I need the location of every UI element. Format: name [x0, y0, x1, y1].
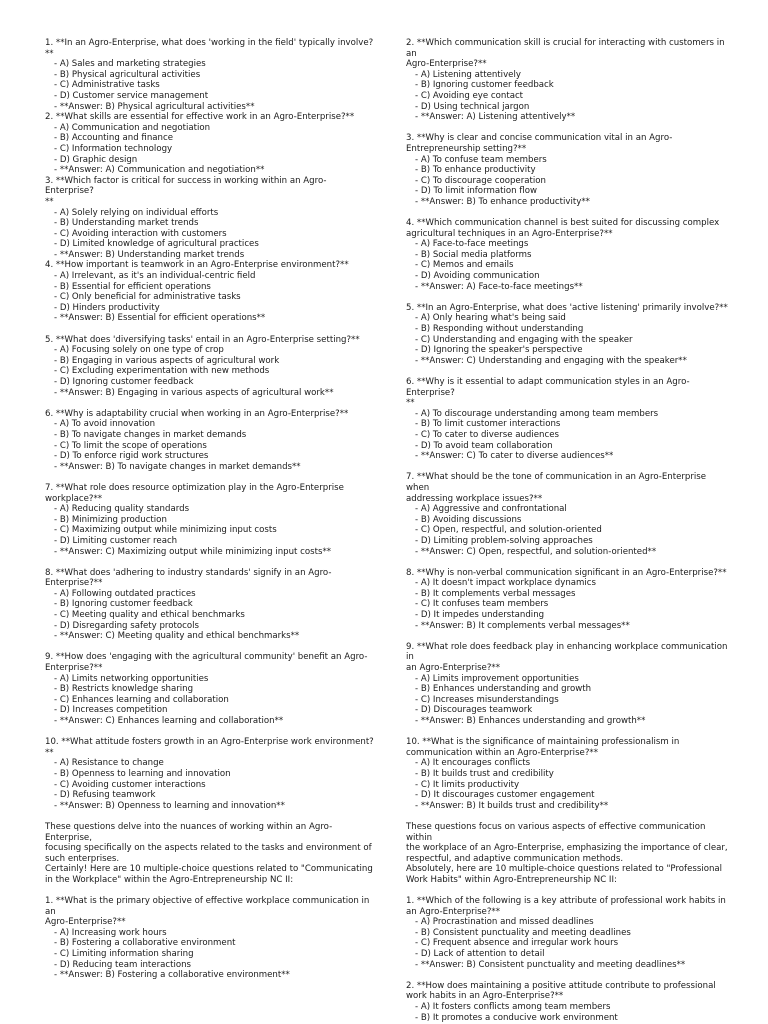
option-line: - B) Ignoring customer feedback: [415, 80, 554, 91]
question-block: [45, 38, 375, 112]
option-line: - C) It confuses team members: [415, 599, 549, 610]
question-block: [406, 981, 731, 1023]
answer-line: - **Answer: C) Meeting quality and ethical benchmarks**: [54, 631, 300, 642]
question-text: 6. **Why is adaptability crucial when working in an Agro-Enterprise?**: [45, 408, 349, 419]
block-spacer: [406, 557, 731, 568]
option-line: - B) Essential for efficient operations: [54, 281, 211, 292]
question-block: [45, 409, 375, 473]
question-text: 3. **Why is clear and concise communication vital in an Agro- Entrepreneurship setting?**: [406, 133, 673, 154]
question-text: 9. **How does 'engaging with the agricultural community' benefit an Agro- Enterprise?**: [45, 652, 368, 674]
answer-line: - **Answer: C) Maximizing output while minimizing input costs**: [54, 546, 332, 557]
question-block: [45, 335, 375, 399]
option-line: - D) Ignoring the speaker's perspective: [415, 345, 583, 356]
question-block: [406, 737, 731, 811]
question-text: 3. **Which factor is critical for success in working within an Agro-Enterprise? **: [45, 175, 327, 207]
option-line: - B) Physical agricultural activities: [54, 69, 201, 80]
question-block: [406, 642, 731, 727]
option-line: - B) Engaging in various aspects of agricultural work: [54, 355, 280, 366]
option-line: - A) Communication and negotiation: [54, 122, 211, 133]
option-line: - A) Only hearing what's being said: [415, 313, 566, 324]
answer-line: - **Answer: B) Fostering a collaborative environment**: [54, 970, 290, 981]
option-line: - B) Consistent punctuality and meeting deadlines: [415, 927, 631, 938]
answer-line: - **Answer: C) To cater to diverse audiences**: [415, 451, 614, 462]
option-line: - C) To limit the scope of operations: [54, 440, 207, 451]
option-line: - B) Avoiding discussions: [415, 514, 522, 525]
question-text: 4. **Which communication channel is best suited for discussing complex agricultural techniques in an Agro-Enterprise?**: [406, 218, 720, 239]
question-text: 6. **Why is it essential to adapt communication styles in an Agro-Enterprise? **: [406, 377, 690, 409]
option-line: - D) To enforce rigid work structures: [54, 451, 209, 462]
question-block: [406, 218, 731, 292]
question-block: [45, 112, 375, 176]
option-line: - B) It builds trust and credibility: [415, 768, 554, 779]
option-line: - D) Limiting customer reach: [54, 535, 178, 546]
option-line: - D) Hinders productivity: [54, 302, 160, 313]
answer-line: - **Answer: C) Understanding and engaging with the speaker**: [415, 355, 687, 366]
option-line: - B) Responding without understanding: [415, 324, 584, 335]
option-line: - C) It limits productivity: [415, 779, 520, 790]
answer-line: - **Answer: C) Enhances learning and collaboration**: [54, 716, 284, 726]
question-text: 4. **How important is teamwork in an Agro-Enterprise environment?**: [45, 260, 349, 271]
option-line: - C) Avoiding eye contact: [415, 90, 524, 101]
option-line: - A) It fosters conflicts among team members: [415, 1002, 611, 1013]
question-text: 9. **What role does feedback play in enhancing workplace communication in an Agro-Enterprise?**: [406, 641, 728, 674]
option-line: - D) Disregarding safety protocols: [54, 620, 200, 631]
option-line: - C) Excluding experimentation with new methods: [54, 366, 270, 377]
option-line: - C) Maximizing output while minimizing input costs: [54, 525, 277, 536]
question-block: [406, 472, 731, 557]
option-line: - A) Limits improvement opportunities: [415, 673, 579, 684]
option-line: - D) It discourages customer engagement: [415, 790, 595, 801]
question-block: [406, 568, 731, 632]
question-block: [406, 133, 731, 207]
option-line: - C) Increases misunderstandings: [415, 694, 559, 705]
question-text: 2. **Which communication skill is crucial for interacting with customers in an Agro-Enterprise?**: [406, 38, 725, 70]
option-line: - C) To discourage cooperation: [415, 175, 546, 186]
option-line: - A) Following outdated practices: [54, 588, 196, 599]
option-line: - D) To limit information flow: [415, 186, 537, 197]
answer-line: - **Answer: B) Engaging in various aspects of agricultural work**: [54, 387, 334, 398]
question-block: [45, 652, 375, 726]
option-line: - A) Aggressive and confrontational: [415, 504, 567, 515]
answer-line: - **Answer: B) Understanding market trends: [54, 249, 245, 260]
option-line: - B) Restricts knowledge sharing: [54, 684, 194, 695]
block-spacer: [45, 642, 375, 653]
option-line: - C) Administrative tasks: [54, 80, 160, 91]
option-line: - A) Resistance to change: [54, 758, 164, 769]
answer-line: - **Answer: B) It builds trust and credibility**: [415, 800, 609, 811]
answer-line: - **Answer: C) Open, respectful, and solution-oriented**: [415, 546, 657, 557]
option-line: - B) It complements verbal messages: [415, 588, 576, 599]
question-block: [45, 568, 375, 642]
option-line: - D) Customer service management: [54, 90, 209, 101]
answer-line: - **Answer: B) It complements verbal messages**: [415, 620, 630, 631]
option-line: - B) Social media platforms: [415, 249, 532, 260]
block-spacer: [406, 462, 731, 473]
block-spacer: [406, 208, 731, 219]
block-spacer: [45, 472, 375, 483]
option-line: - B) Enhances understanding and growth: [415, 684, 592, 695]
option-line: - C) Avoiding interaction with customers: [54, 228, 227, 239]
option-line: - C) To cater to diverse audiences: [415, 429, 559, 440]
option-line: - C) Frequent absence and irregular work hours: [415, 938, 619, 949]
question-text: 1. **Which of the following is a key attribute of professional work habits in an Agro-Enterprise?**: [406, 896, 726, 917]
option-line: - B) To limit customer interactions: [415, 419, 561, 430]
block-spacer: [406, 292, 731, 303]
answer-line: - **Answer: B) Enhances understanding and growth**: [415, 716, 646, 726]
block-spacer: [45, 886, 375, 897]
option-line: - A) To confuse team members: [415, 154, 547, 165]
answer-line: - **Answer: B) Essential for efficient operations**: [54, 313, 266, 324]
block-spacer: [406, 123, 731, 134]
option-line: - A) Reducing quality standards: [54, 504, 190, 515]
option-line: - C) Enhances learning and collaboration: [54, 694, 229, 705]
question-text: 7. **What should be the tone of communication in an Agro-Enterprise when addressing workplace issues?**: [406, 472, 707, 504]
question-text: 5. **What does 'diversifying tasks' entail in an Agro-Enterprise setting?**: [45, 334, 360, 345]
option-line: - B) Ignoring customer feedback: [54, 599, 193, 610]
block-spacer: [406, 366, 731, 377]
question-text: 1. **In an Agro-Enterprise, what does 'working in the field' typically involve? **: [45, 38, 374, 59]
option-line: - D) Using technical jargon: [415, 101, 530, 112]
question-text: 1. **What is the primary objective of effective workplace communication in an Agro-Enterprise?**: [45, 896, 370, 928]
option-line: - A) Sales and marketing strategies: [54, 59, 206, 70]
option-line: - D) Ignoring customer feedback: [54, 377, 194, 387]
option-line: - C) Understanding and engaging with the speaker: [415, 334, 633, 345]
question-block: [45, 896, 375, 981]
option-line: - B) Minimizing production: [54, 514, 167, 525]
block-spacer: [406, 970, 731, 981]
block-spacer: [406, 727, 731, 738]
right-column: [406, 38, 731, 1023]
option-line: - A) Focusing solely on one type of crop: [54, 345, 224, 356]
option-line: - C) Open, respectful, and solution-oriented: [415, 525, 602, 536]
block-spacer: [45, 811, 375, 822]
block-spacer: [45, 727, 375, 738]
option-line: - D) It impedes understanding: [415, 610, 545, 621]
option-line: - C) Only beneficial for administrative tasks: [54, 292, 241, 303]
question-text: 2. **How does maintaining a positive attitude contribute to professional work habits in an Agro-Enterprise?**: [406, 980, 716, 1002]
option-line: - B) Fostering a collaborative environment: [54, 938, 236, 949]
question-text: 5. **In an Agro-Enterprise, what does 'active listening' primarily involve?**: [406, 302, 728, 313]
answer-line: - **Answer: A) Communication and negotiation**: [54, 165, 265, 176]
option-line: - A) It doesn't impact workplace dynamics: [415, 578, 596, 589]
answer-line: - **Answer: B) Consistent punctuality and meeting deadlines**: [415, 959, 686, 970]
question-block: [45, 483, 375, 557]
option-line: - A) To discourage understanding among team members: [415, 408, 659, 419]
option-line: - A) Solely relying on individual efforts: [54, 207, 219, 218]
question-text: 10. **What is the significance of maintaining professionalism in communication within an Agro-Enterprise?**: [406, 737, 680, 758]
option-line: - A) To avoid innovation: [54, 419, 156, 430]
option-line: - B) Understanding market trends: [54, 218, 199, 229]
answer-line: - **Answer: B) To enhance productivity**: [415, 196, 590, 207]
answer-line: - **Answer: A) Face-to-face meetings**: [415, 281, 583, 292]
question-block: [406, 377, 731, 462]
option-line: - C) Meeting quality and ethical benchmarks: [54, 610, 245, 621]
option-line: - C) Information technology: [54, 143, 173, 154]
option-line: - B) It promotes a conducive work environment: [415, 1012, 618, 1023]
option-line: - A) Increasing work hours: [54, 927, 167, 938]
block-spacer: [406, 631, 731, 642]
block-spacer: [406, 886, 731, 897]
intro-paragraph: These questions delve into the nuances of working within an Agro-Enterprise, focusing specifically on the aspects related to the tasks and environment of such enterprises. Certainly! Here are 10 multiple-choice questions related to "Communicating in the Workplace" within the Agro-Entrepreneurship NC II:: [45, 821, 373, 885]
option-line: - C) Limiting information sharing: [54, 949, 194, 960]
intro-paragraph: These questions focus on various aspects of effective communication within the workplace of an Agro-Enterprise, emphasizing the importance of clear, respectful, and adaptive communication methods. Absolutely, here are 10 multiple-choice questions related to "Professional Work Habits" within Agro-Entrepreneurship NC II:: [406, 821, 728, 885]
option-line: - A) Listening attentively: [415, 69, 521, 80]
answer-line: - **Answer: B) Physical agricultural activities**: [54, 101, 255, 112]
answer-line: - **Answer: A) Listening attentively**: [415, 112, 576, 123]
question-block: [406, 303, 731, 367]
option-line: - C) Avoiding customer interactions: [54, 779, 206, 790]
option-line: - D) Increases competition: [54, 705, 168, 716]
option-line: - D) Refusing teamwork: [54, 790, 156, 801]
question-block: [406, 38, 731, 123]
option-line: - A) Procrastination and missed deadlines: [415, 917, 594, 928]
option-line: - D) Discourages teamwork: [415, 705, 533, 716]
question-block: [406, 896, 731, 970]
option-line: - C) Memos and emails: [415, 260, 514, 271]
question-text: 2. **What skills are essential for effective work in an Agro-Enterprise?**: [45, 112, 355, 123]
option-line: - D) Lack of attention to detail: [415, 949, 545, 960]
option-line: - B) Accounting and finance: [54, 133, 174, 144]
question-text: 8. **Why is non-verbal communication significant in an Agro-Enterprise?**: [406, 567, 727, 578]
option-line: - A) Limits networking opportunities: [54, 673, 209, 684]
option-line: - D) Avoiding communication: [415, 271, 540, 282]
option-line: - B) To navigate changes in market demands: [54, 429, 247, 440]
option-line: - A) It encourages conflicts: [415, 758, 531, 769]
question-block: [45, 260, 375, 324]
block-spacer: [45, 398, 375, 409]
option-line: - B) To enhance productivity: [415, 165, 536, 176]
question-block: [45, 176, 375, 261]
option-line: - D) Limiting problem-solving approaches: [415, 535, 593, 546]
question-text: 7. **What role does resource optimization play in the Agro-Enterprise workplace?**: [45, 482, 344, 504]
block-spacer: [45, 324, 375, 335]
question-text: 10. **What attitude fosters growth in an Agro-Enterprise work environment? **: [45, 737, 374, 758]
option-line: - D) Reducing team interactions: [54, 959, 192, 970]
left-column: [45, 38, 375, 981]
option-line: - A) Face-to-face meetings: [415, 239, 529, 250]
answer-line: - **Answer: B) Openness to learning and innovation**: [54, 800, 285, 811]
question-block: [45, 737, 375, 811]
option-line: - D) To avoid team collaboration: [415, 440, 553, 451]
option-line: - B) Openness to learning and innovation: [54, 768, 231, 779]
option-line: - D) Limited knowledge of agricultural practices: [54, 239, 259, 250]
answer-line: - **Answer: B) To navigate changes in market demands**: [54, 461, 301, 472]
block-spacer: [406, 811, 731, 822]
block-spacer: [45, 557, 375, 568]
option-line: - D) Graphic design: [54, 154, 138, 165]
question-text: 8. **What does 'adhering to industry standards' signify in an Agro- Enterprise?**: [45, 567, 332, 589]
option-line: - A) Irrelevant, as it's an individual-centric field: [54, 271, 256, 282]
